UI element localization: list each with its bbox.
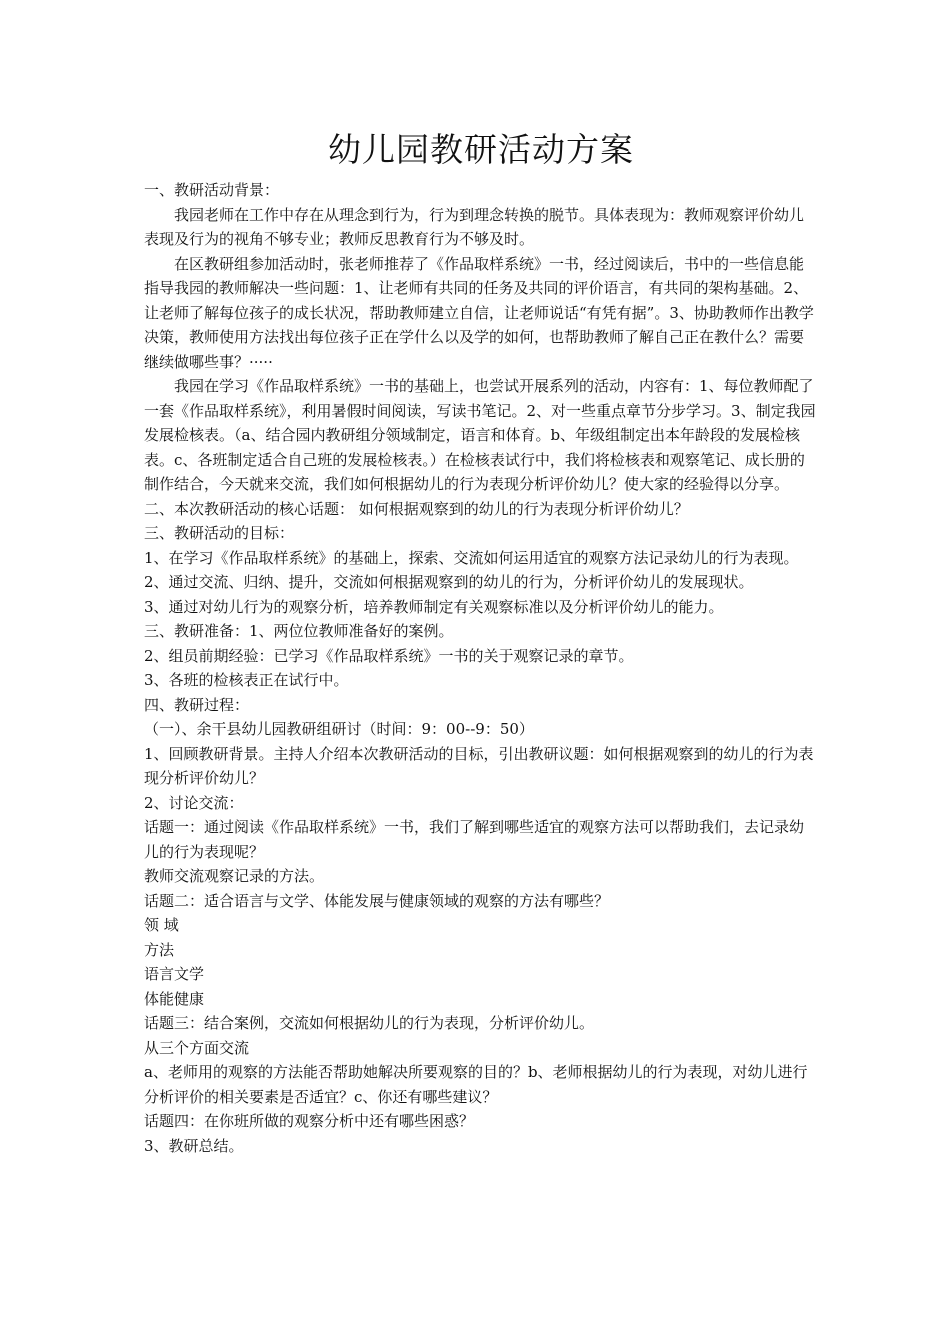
document-title: 幼儿园教研活动方案 — [328, 130, 634, 169]
paragraph: 我园在学习《作品取样系统》一书的基础上，也尝试开展系列的活动，内容有：1、每位教师配了一套《作品取样系统》，利用暑假时间阅读，写读书笔记。2、对一些重点章节分步学习。3、制定我园发展检核表。（a、结合园内教研组分领域制定，语言和体育。b、年级组制定出本年龄段的发展检核表。c、各班制定适合自己班的发展检核表。）在检核表试行中，我们将检核表和观察笔记、成长册的制作结合，今天就来交流，我们如何根据幼儿的行为表现分析评价幼儿？使大家的经验得以分享。 — [144, 377, 816, 493]
paragraph: 话题二：适合语言与文学、体能发展与健康领域的观察的方法有哪些？ — [144, 891, 610, 910]
paragraph: 2、讨论交流： — [144, 793, 244, 812]
paragraph: 1、回顾教研背景。主持人介绍本次教研活动的目标，引出教研议题：如何根据观察到的幼儿的行为表现分析评价幼儿？ — [144, 744, 814, 787]
paragraph: 话题一：通过阅读《作品取样系统》一书，我们了解到哪些适宜的观察方法可以帮助我们，去记录幼儿的行为表现呢？ — [144, 818, 805, 861]
paragraph: 体能健康 — [144, 989, 205, 1008]
paragraph: 一、教研活动背景： — [144, 181, 280, 199]
paragraph: 三、教研活动的目标： — [144, 524, 295, 542]
paragraph: 领 域 — [144, 916, 179, 934]
paragraph: 我园老师在工作中存在从理念到行为，行为到理念转换的脱节。具体表现为：教师观察评价幼儿表现及行为的视角不够专业；教师反思教育行为不够及时。 — [144, 205, 805, 248]
paragraph: 教师交流观察记录的方法。 — [144, 867, 325, 885]
document-body — [144, 178, 818, 1158]
paragraph: a、老师用的观察的方法能否帮助她解决所要观察的目的？b、老师根据幼儿的行为表现，对幼儿进行分析评价的相关要素是否适宜？c、你还有哪些建议？ — [144, 1063, 808, 1106]
paragraph: 三、教研准备：1、两位位教师准备好的案例。 — [144, 622, 454, 640]
paragraph: 二、本次教研活动的核心话题： 如何根据观察到的幼儿的行为表现分析评价幼儿？ — [144, 499, 689, 518]
paragraph: 方法 — [144, 940, 175, 959]
paragraph: 2、组员前期经验：已学习《作品取样系统》一书的关于观察记录的章节。 — [144, 646, 634, 665]
paragraph: 2、通过交流、归纳、提升，交流如何根据观察到的幼儿的行为，分析评价幼儿的发展现状。 — [144, 573, 754, 591]
paragraph: 语言文学 — [144, 965, 205, 983]
paragraph: 3、通过对幼儿行为的观察分析，培养教师制定有关观察标准以及分析评价幼儿的能力。 — [144, 597, 724, 616]
paragraph: （一）、余干县幼儿园教研组研讨（时间：9：00--9：50） — [144, 720, 534, 738]
paragraph: 在区教研组参加活动时，张老师推荐了《作品取样系统》一书，经过阅读后，书中的一些信息能指导我园的教师解决一些问题：1、让老师有共同的任务及共同的评价语言，有共同的架构基础。2、让老师了解每位孩子的成长状况，帮助教师建立自信，让老师说话“有凭有据”。3、协助教师作出教学决策，教师使用方法找出每位孩子正在学什么以及学的如何，也帮助教师了解自己正在教什么？需要继续做哪些事？····· — [144, 254, 814, 371]
paragraph: 四、教研过程： — [144, 695, 250, 714]
paragraph: 3、教研总结。 — [144, 1136, 244, 1155]
paragraph: 从三个方面交流 — [144, 1038, 250, 1057]
paragraph: 1、在学习《作品取样系统》的基础上，探索、交流如何运用适宜的观察方法记录幼儿的行为表现。 — [144, 548, 799, 567]
paragraph: 话题三：结合案例，交流如何根据幼儿的行为表现，分析评价幼儿。 — [144, 1014, 595, 1032]
paragraph: 话题四：在你班所做的观察分析中还有哪些困惑？ — [144, 1112, 475, 1130]
paragraph: 3、各班的检核表正在试行中。 — [144, 671, 349, 689]
document-page — [144, 126, 818, 1158]
